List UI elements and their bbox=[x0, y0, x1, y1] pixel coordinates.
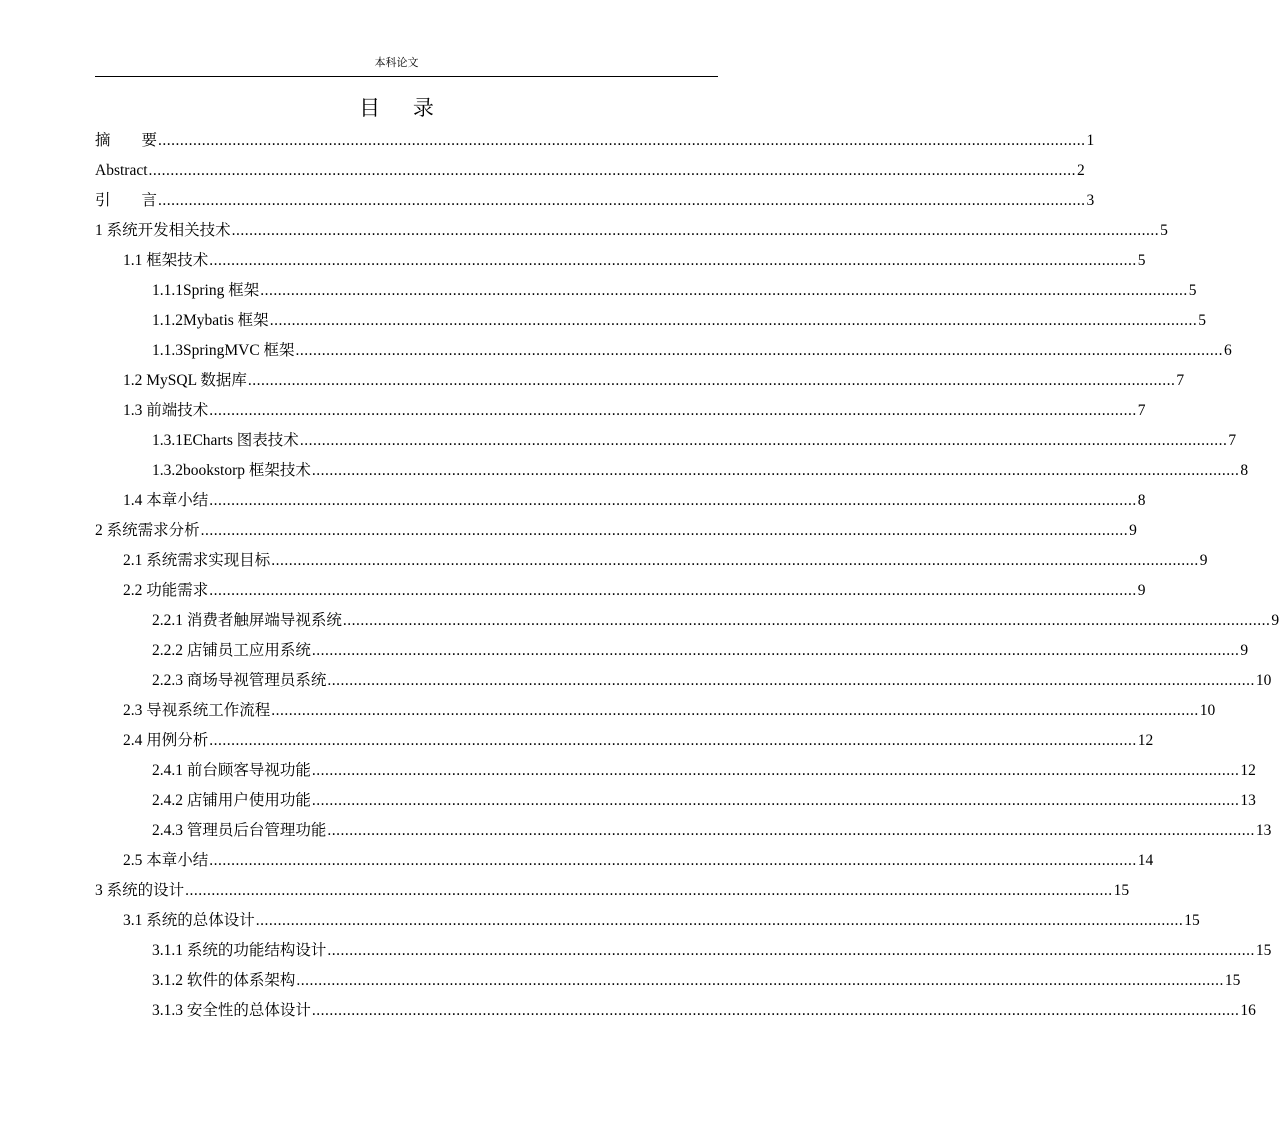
toc-title: 目 录 bbox=[359, 96, 434, 120]
toc-entry-label: 2.4.3 管理员后台管理功能 bbox=[152, 822, 327, 839]
toc-entry-label: 2.5 本章小结 bbox=[123, 852, 209, 869]
header-rule bbox=[95, 76, 718, 77]
toc-entry bbox=[152, 306, 1206, 336]
toc-entry bbox=[95, 516, 1137, 546]
toc-entry-page: 15 bbox=[1255, 942, 1272, 959]
toc-entry-label: 1.1.3SpringMVC 框架 bbox=[152, 342, 295, 359]
toc-entry-page: 7 bbox=[1228, 432, 1237, 449]
toc-entry-page: 2 bbox=[1077, 162, 1085, 179]
toc-entry bbox=[152, 426, 1237, 456]
toc-dot-leader: .................................................................................................................................................................................................................... bbox=[231, 222, 1160, 239]
toc-entry bbox=[95, 156, 1085, 186]
toc-entry-page: 16 bbox=[1240, 1002, 1256, 1019]
toc-entry bbox=[152, 786, 1256, 816]
toc-entry-page: 8 bbox=[1137, 492, 1146, 509]
toc-dot-leader: .................................................................................................................................................................................................................... bbox=[148, 162, 1077, 179]
toc-entry-page: 7 bbox=[1176, 372, 1185, 389]
toc-entry-label: 1.4 本章小结 bbox=[123, 492, 209, 509]
toc-entry-page: 10 bbox=[1255, 672, 1272, 689]
toc-entry-label: 1 系统开发相关技术 bbox=[95, 222, 231, 239]
toc-entry-page: 14 bbox=[1137, 852, 1154, 869]
toc-entry-label: 3.1 系统的总体设计 bbox=[123, 912, 255, 929]
toc-entry-label: 1.3.2bookstorp 框架技术 bbox=[152, 462, 311, 479]
toc-entry-page: 5 bbox=[1160, 222, 1168, 239]
toc-dot-leader: .................................................................................................................................................................................................................... bbox=[311, 762, 1240, 779]
toc-entry-page: 15 bbox=[1113, 882, 1130, 899]
toc-entry bbox=[152, 636, 1249, 666]
toc-entry-page: 1 bbox=[1086, 132, 1095, 149]
toc-entry bbox=[152, 456, 1249, 486]
toc-entry bbox=[123, 396, 1146, 426]
toc-entry-page: 9 bbox=[1240, 642, 1249, 659]
toc-dot-leader: .................................................................................................................................................................................................................... bbox=[295, 342, 1224, 359]
toc-entry-page: 8 bbox=[1240, 462, 1249, 479]
toc-dot-leader: .................................................................................................................................................................................................................... bbox=[311, 462, 1240, 479]
toc-dot-leader: .................................................................................................................................................................................................................... bbox=[209, 252, 1137, 269]
toc-entry-label: 2.1 系统需求实现目标 bbox=[123, 552, 271, 569]
toc-dot-leader: .................................................................................................................................................................................................................... bbox=[342, 612, 1271, 629]
toc-dot-leader: .................................................................................................................................................................................................................... bbox=[311, 792, 1240, 809]
toc-entry-label: 1.1 框架技术 bbox=[123, 252, 209, 269]
toc-dot-leader: .................................................................................................................................................................................................................... bbox=[260, 282, 1188, 299]
toc-dot-leader: .................................................................................................................................................................................................................... bbox=[247, 372, 1176, 389]
toc-entry-label: 2.2 功能需求 bbox=[123, 582, 209, 599]
toc-entry bbox=[152, 276, 1197, 306]
toc-entry-page: 10 bbox=[1199, 702, 1216, 719]
toc-entry bbox=[152, 996, 1256, 1026]
toc-entry bbox=[123, 906, 1200, 936]
toc-entry bbox=[123, 726, 1154, 756]
toc-dot-leader: .................................................................................................................................................................................................................... bbox=[209, 402, 1137, 419]
toc-entry bbox=[123, 546, 1208, 576]
toc-dot-leader: .................................................................................................................................................................................................................... bbox=[311, 642, 1240, 659]
toc-entry-page: 9 bbox=[1271, 612, 1279, 629]
toc-entry-label: 1.3.1ECharts 图表技术 bbox=[152, 432, 299, 449]
toc-dot-leader: .................................................................................................................................................................................................................... bbox=[296, 972, 1224, 989]
toc-dot-leader: .................................................................................................................................................................................................................... bbox=[271, 552, 1199, 569]
toc-entry bbox=[123, 486, 1146, 516]
toc-entry-label: 3.1.3 安全性的总体设计 bbox=[152, 1002, 311, 1019]
toc-dot-leader: .................................................................................................................................................................................................................... bbox=[327, 942, 1255, 959]
toc-entry-page: 5 bbox=[1198, 312, 1206, 329]
toc-dot-leader: .................................................................................................................................................................................................................... bbox=[311, 1002, 1240, 1019]
toc-entry bbox=[95, 876, 1130, 906]
toc-entry bbox=[123, 246, 1146, 276]
toc-dot-leader: .................................................................................................................................................................................................................... bbox=[209, 492, 1137, 509]
toc-dot-leader: .................................................................................................................................................................................................................... bbox=[185, 882, 1113, 899]
toc-entry-label: 2.4.2 店铺用户使用功能 bbox=[152, 792, 311, 809]
toc-entry bbox=[123, 576, 1146, 606]
toc-entry bbox=[123, 846, 1154, 876]
toc-entry bbox=[152, 336, 1232, 366]
toc-entry-page: 13 bbox=[1240, 792, 1256, 809]
toc-entry-page: 5 bbox=[1137, 252, 1146, 269]
toc-entry-label: 3.1.1 系统的功能结构设计 bbox=[152, 942, 327, 959]
toc-entry-label: 摘 要 bbox=[95, 132, 158, 149]
toc-entry bbox=[152, 606, 1279, 636]
toc-entry-label: 2 系统需求分析 bbox=[95, 522, 200, 539]
toc-entry-page: 9 bbox=[1199, 552, 1208, 569]
toc-dot-leader: .................................................................................................................................................................................................................... bbox=[200, 522, 1129, 539]
toc-entry-label: 3.1.2 软件的体系架构 bbox=[152, 972, 296, 989]
toc-entry-page: 6 bbox=[1224, 342, 1232, 359]
toc-entry-label: 1.1.1Spring 框架 bbox=[152, 282, 260, 299]
toc-entry bbox=[152, 936, 1272, 966]
toc-dot-leader: .................................................................................................................................................................................................................... bbox=[209, 732, 1137, 749]
toc-entry-label: 1.2 MySQL 数据库 bbox=[123, 372, 247, 389]
toc-entry-page: 12 bbox=[1240, 762, 1256, 779]
toc-entry-label: 2.2.2 店铺员工应用系统 bbox=[152, 642, 311, 659]
toc-entry-label: 2.2.1 消费者触屏端导视系统 bbox=[152, 612, 342, 629]
toc-entry bbox=[152, 966, 1241, 996]
toc-entry-label: 2.4 用例分析 bbox=[123, 732, 209, 749]
toc-dot-leader: .................................................................................................................................................................................................................... bbox=[269, 312, 1198, 329]
toc-dot-leader: .................................................................................................................................................................................................................... bbox=[327, 822, 1255, 839]
toc-entry bbox=[95, 186, 1095, 216]
toc-entry bbox=[152, 666, 1272, 696]
toc-entry-page: 9 bbox=[1137, 582, 1146, 599]
toc-dot-leader: .................................................................................................................................................................................................................... bbox=[255, 912, 1184, 929]
toc-entry bbox=[123, 366, 1185, 396]
toc-entry bbox=[152, 756, 1256, 786]
toc-entry-label: 2.4.1 前台顾客导视功能 bbox=[152, 762, 311, 779]
running-header: 本科论文 bbox=[374, 57, 419, 69]
toc-entry bbox=[152, 816, 1272, 846]
toc-entry-label: Abstract bbox=[95, 162, 148, 179]
toc-dot-leader: .................................................................................................................................................................................................................... bbox=[327, 672, 1255, 689]
toc-entry-label: 2.2.3 商场导视管理员系统 bbox=[152, 672, 327, 689]
toc-dot-leader: .................................................................................................................................................................................................................... bbox=[158, 132, 1086, 149]
toc-entry-page: 15 bbox=[1224, 972, 1241, 989]
toc-entry-page: 3 bbox=[1086, 192, 1095, 209]
toc-entry-label: 引 言 bbox=[95, 192, 158, 209]
toc-entry-page: 12 bbox=[1137, 732, 1154, 749]
toc-entry-label: 1.3 前端技术 bbox=[123, 402, 209, 419]
toc-dot-leader: .................................................................................................................................................................................................................... bbox=[271, 702, 1199, 719]
toc-dot-leader: .................................................................................................................................................................................................................... bbox=[209, 582, 1137, 599]
toc-entry-page: 13 bbox=[1255, 822, 1272, 839]
toc-entry-page: 7 bbox=[1137, 402, 1146, 419]
toc-dot-leader: .................................................................................................................................................................................................................... bbox=[158, 192, 1086, 209]
toc-entry-page: 15 bbox=[1184, 912, 1200, 929]
toc-entry-page: 5 bbox=[1188, 282, 1197, 299]
toc-entry bbox=[123, 696, 1216, 726]
toc-entry-label: 3 系统的设计 bbox=[95, 882, 185, 899]
toc-entry bbox=[95, 216, 1168, 246]
toc-dot-leader: .................................................................................................................................................................................................................... bbox=[209, 852, 1137, 869]
toc-entry-page: 9 bbox=[1129, 522, 1137, 539]
toc-entry-label: 2.3 导视系统工作流程 bbox=[123, 702, 271, 719]
toc-dot-leader: .................................................................................................................................................................................................................... bbox=[299, 432, 1228, 449]
toc-entry-label: 1.1.2Mybatis 框架 bbox=[152, 312, 269, 329]
toc-entry bbox=[95, 126, 1095, 156]
